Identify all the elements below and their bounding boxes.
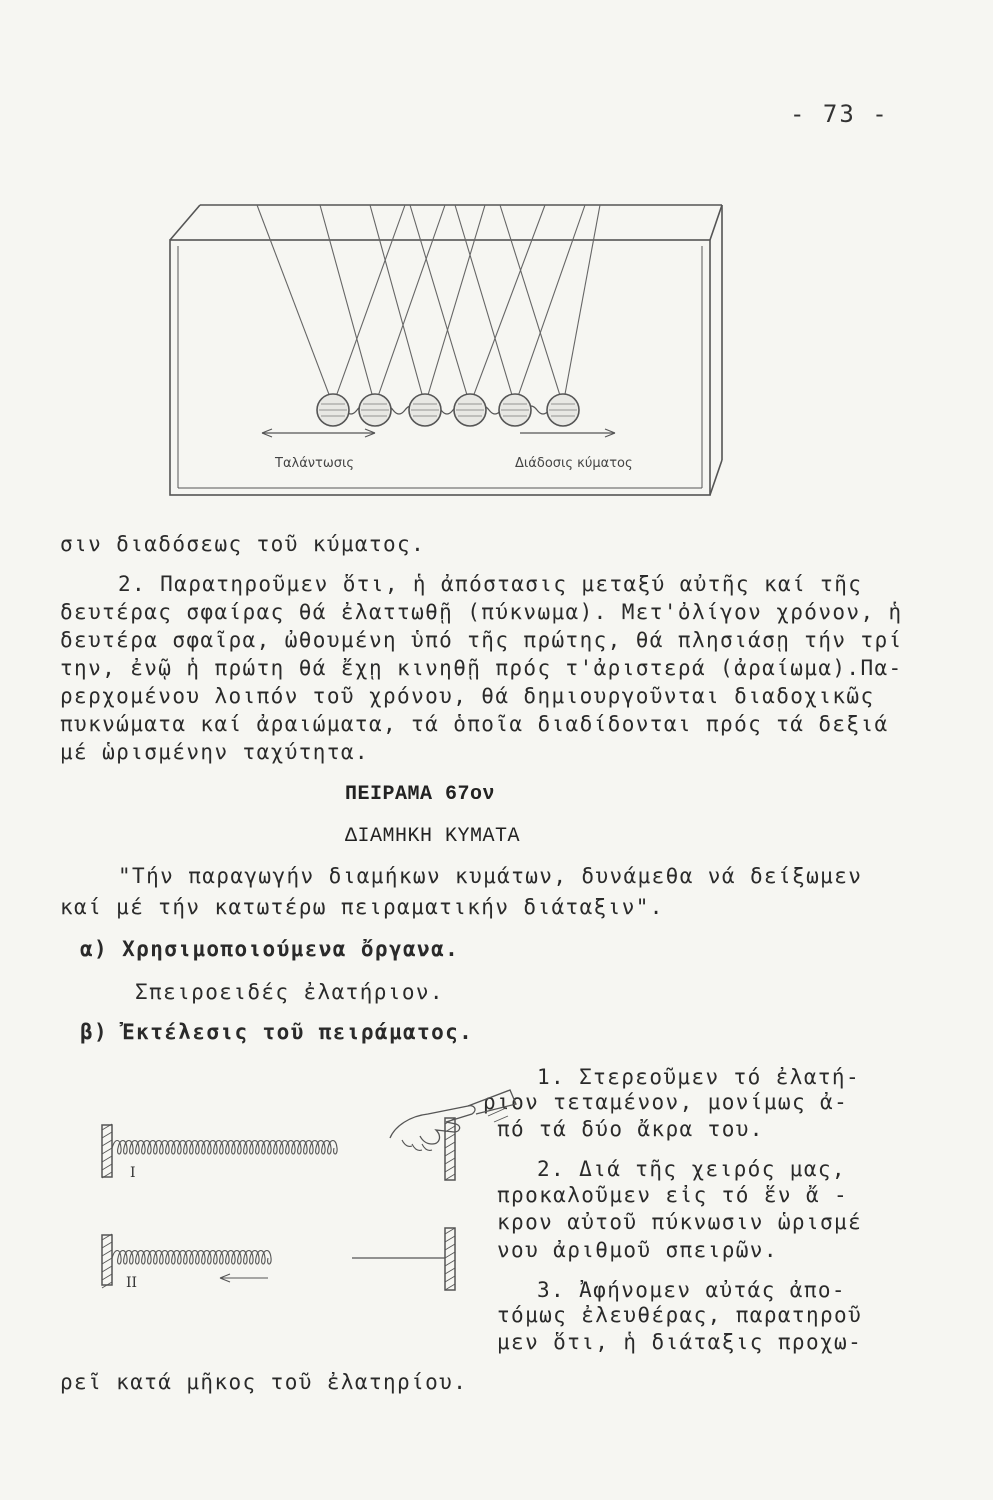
experiment-title: ΠΕΙΡΑΜΑ 67ον bbox=[345, 783, 496, 806]
page-number: - 73 - bbox=[790, 100, 889, 128]
text-line: 2. Παρατηροῦμεν ὅτι, ἡ ἀπόστασις μεταξύ αὐτῆς καί τῆς bbox=[118, 572, 863, 596]
text-line: σιν διαδόσεως τοῦ κύματος. bbox=[60, 532, 426, 556]
step-2-line: προκαλοῦμεν εἰς τό ἕν ἄ - bbox=[497, 1183, 849, 1207]
step-2-line: νου ἀριθμοῦ σπειρῶν. bbox=[497, 1238, 778, 1262]
spring-apparatus-figure bbox=[90, 1060, 590, 1300]
text-line: πυκνώματα καί ἀραιώματα, τά ὁποῖα διαδίδονται πρός τά δεξιά bbox=[60, 712, 889, 736]
text-line: ρερχομένου λοιπόν τοῦ χρόνου, θά δημιουργοῦνται διαδοχικῶς bbox=[60, 684, 875, 708]
text-line: μέ ὡρισμένην ταχύτητα. bbox=[60, 740, 369, 764]
figure-label-wave-propagation: Διάδοσις κύματος bbox=[515, 456, 633, 471]
text-line: την, ἐνῷ ἡ πρώτη θά ἔχῃ κινηθῇ πρός τ'ἀριστερά (ἀραίωμα).Πα- bbox=[60, 656, 903, 680]
section-a-item: Σπειροειδές ἐλατήριον. bbox=[135, 980, 444, 1004]
figure-label-oscillation: Ταλάντωσις bbox=[275, 456, 355, 471]
figure-label-spring-i: I bbox=[130, 1165, 136, 1181]
step-3-line: τόμως ἐλευθέρας, παρατηροῦ bbox=[497, 1303, 863, 1327]
section-a-title: α) Χρησιμοποιούμενα ὄργανα. bbox=[80, 937, 460, 961]
step-1-line: 1. Στερεοῦμεν τό ἐλατή- bbox=[537, 1065, 860, 1089]
intro-line: καί μέ τήν κατωτέρω πειραματικήν διάταξιν". bbox=[60, 895, 664, 919]
step-3-line: μεν ὅτι, ἡ διάταξις προχω- bbox=[497, 1330, 863, 1354]
pendulum-wave-figure bbox=[0, 0, 993, 520]
section-b-title: β) Ἐκτέλεσις τοῦ πειράματος. bbox=[80, 1020, 474, 1044]
step-2-line: κρον αὐτοῦ πύκνωσιν ὡρισμέ bbox=[497, 1210, 863, 1234]
figure-label-spring-ii: II bbox=[126, 1275, 138, 1291]
step-2-line: 2. Διά τῆς χειρός μας, bbox=[537, 1157, 846, 1181]
text-line: δευτέρα σφαῖρα, ὠθουμένη ὑπό τῆς πρώτης, θά πλησιάσῃ τήν τρί bbox=[60, 628, 903, 652]
step-1-line: πό τά δύο ἄκρα του. bbox=[497, 1117, 764, 1141]
text-line: δευτέρας σφαίρας θά ἐλαττωθῇ (πύκνωμα). Μετ'ὀλίγον χρόνον, ἡ bbox=[60, 600, 903, 624]
step-1-line: ριον τεταμένον, μονίμως ἀ- bbox=[483, 1090, 849, 1114]
intro-line: "Τήν παραγωγήν διαμήκων κυμάτων, δυνάμεθα νά δείξωμεν bbox=[118, 864, 863, 888]
step-3-line: ρεῖ κατά μῆκος τοῦ ἐλατηρίου. bbox=[60, 1370, 468, 1394]
experiment-subtitle: ΔΙΑΜΗΚΗ ΚΥΜΑΤΑ bbox=[345, 825, 521, 848]
step-3-line: 3. Ἀφήνομεν αὐτάς ἀπο- bbox=[537, 1278, 846, 1302]
